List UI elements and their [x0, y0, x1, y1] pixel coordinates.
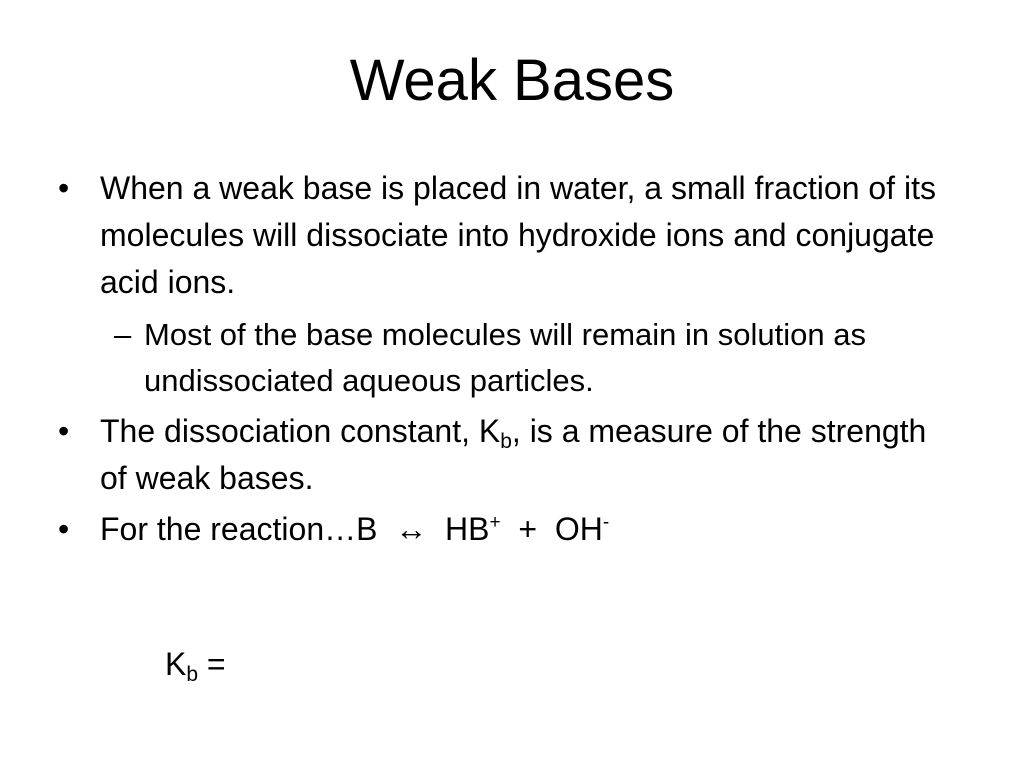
equation-subscript: b	[186, 663, 199, 686]
sub-bullet-marker: –	[114, 317, 132, 352]
equation-symbol: K	[165, 646, 187, 682]
bullet-text-before: The dissociation constant, K	[100, 413, 501, 449]
bullet-item-3	[58, 506, 958, 553]
bullet-marker: •	[58, 413, 70, 449]
bullet-item-2	[58, 408, 958, 502]
bullet-item-1	[58, 165, 958, 306]
bullet-marker: •	[58, 170, 70, 206]
plus-charge: +	[489, 512, 501, 533]
sub-bullet-item-1	[114, 312, 958, 404]
bullet-text: When a weak base is placed in water, a small fraction of its molecules will dissociate into hydroxide ions and conjugate acid ions.	[100, 170, 936, 300]
bullet-marker: •	[58, 511, 70, 547]
bullet-text-after: , is a measure of the strength of weak bases.	[100, 413, 927, 496]
slide-body	[58, 165, 958, 553]
slide-title: Weak Bases	[349, 48, 675, 113]
kb-subscript: b	[500, 430, 512, 453]
kb-equation	[165, 641, 226, 688]
reaction-middle: + OH	[500, 511, 603, 547]
minus-charge: -	[602, 512, 610, 533]
sub-bullet-text: Most of the base molecules will remain in solution as undissociated aqueous particles.	[144, 317, 866, 398]
equation-rest: =	[198, 646, 226, 682]
reaction-text: For the reaction…B ↔ HB	[100, 511, 490, 547]
